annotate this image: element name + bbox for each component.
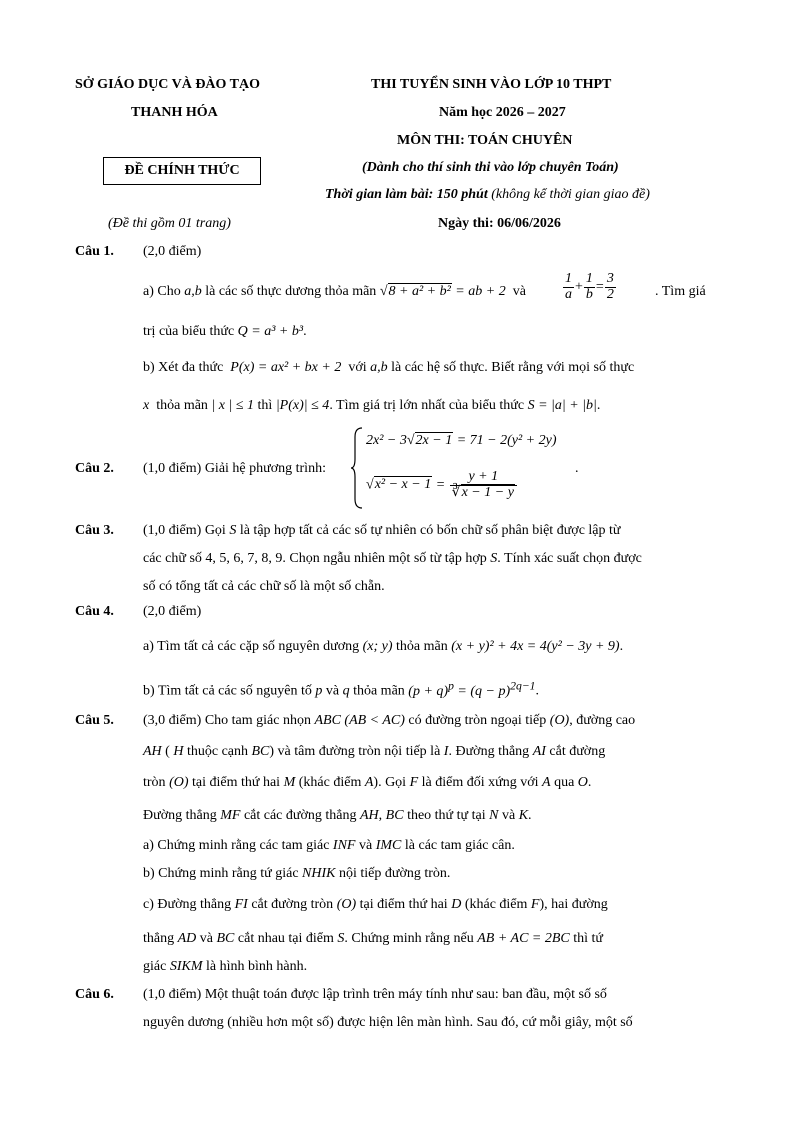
q5c-1a: c) Đường thẳng [143,897,232,912]
q4-label: Câu 4. [75,604,114,619]
q5-l2b: ) và tâm đường tròn nội tiếp là [269,744,441,759]
q4-points: (2,0 điểm) [143,604,202,619]
q1a-expression: Q = a³ + b³ [237,324,304,339]
q5-part-a: a) Chứng minh rằng các tam giác INF và IMC là các tam giác cân. [143,838,515,853]
q1a-fraction-condition: $\frac{1}{a}$ + $\frac{1}{b}$ = $\frac{3}{2}$ [565,271,614,302]
subject-title: MÔN THI: TOÁN CHUYÊN [397,133,573,148]
q5c-1e: ), hai đường [539,897,608,912]
q1b-polynomial: P(x) = ax² + bx + 2 [230,360,342,375]
q1a-prefix: a) Cho [143,284,181,299]
q5b-text1: b) Chứng minh rằng tứ giác [143,866,299,881]
q5-l2a: thuộc cạnh [186,744,248,759]
department-name: SỞ GIÁO DỤC VÀ ĐÀO TẠO [75,77,261,92]
q5c-1b: cắt đường tròn [251,897,334,912]
q4a-text1: a) Tìm tất cả các cặp số nguyên dương [143,639,360,654]
q5-l4c: theo thứ tự tại [407,808,486,823]
q5-l2c: . Đường thẳng [448,744,530,759]
q5c-3a: giác [143,959,167,974]
province-name: THANH HÓA [131,105,218,120]
page-count-note: (Đề thi gồm 01 trang) [108,216,231,231]
q1b-prefix: b) Xét đa thức [143,360,224,375]
q3-label: Câu 3. [75,523,114,538]
q3-line1a: (1,0 điểm) Gọi [143,523,226,538]
q5c-3b: là hình bình hành. [206,959,308,974]
q1a-vars: a,b [184,284,202,299]
school-year: Năm học 2026 – 2027 [439,105,566,120]
q5-l4a: Đường thẳng [143,808,217,823]
q5c-2b: và [199,931,213,946]
q2-equation-1: 2x² − 3√2x − 1 = 71 − 2(y² + 2y) [366,433,557,448]
q5-l3f: qua [554,775,575,790]
q1b-line2-2: thì [257,398,273,413]
q3-line3: số có tổng tất cả các chữ số là một số chẵn. [143,579,385,594]
q5-l2d: cắt đường [549,744,606,759]
q5-label: Câu 5. [75,713,114,728]
q1-part-a-line2: trị của biểu thức Q = a³ + b³. [143,324,307,339]
q3-line2b: . Tính xác suất chọn được [497,551,642,566]
q3-line2: các chữ số 4, 5, 6, 7, 8, 9. Chọn ngẫu nhiên một số từ tập hợp S. Tính xác suất chọn được [143,551,642,566]
q5-l4d: và [501,808,516,823]
q5c-2c: cắt nhau tại điểm [237,931,334,946]
q5-l1b: có đường tròn ngoại tiếp [408,713,547,728]
q6-label: Câu 6. [75,987,114,1002]
q4-part-b: b) Tìm tất cả các số nguyên tố p và q thỏa mãn $(p + q)^p = (q - p)^{2q-1}$. [143,679,539,699]
q2-period: . [575,461,579,476]
q1b-text2: là các hệ số thực. Biết rằng với mọi số thực [391,360,635,375]
q5-part-b: b) Chứng minh rằng tứ giác NHIK nội tiếp đường tròn. [143,866,451,881]
q4-part-a: a) Tìm tất cả các cặp số nguyên dương (x; y) thỏa mãn (x + y)² + 4x = 4(y² − 3y + 9). [143,639,624,654]
q1-part-a-line1 [143,284,529,300]
q2-text: (1,0 điểm) Giải hệ phương trình: [143,461,326,476]
q1a-text2: . Tìm giá [655,284,706,299]
q5a-and: và [358,838,373,853]
q5c-2a: thẳng [143,931,175,946]
q5-line2: AH ( H thuộc cạnh BC) và tâm đường tròn nội tiếp là I. Đường thẳng AI cắt đường [143,744,606,759]
duration-note: (không kể thời gian giao đề) [491,187,650,202]
q6-line1: (1,0 điểm) Một thuật toán được lập trình trên máy tính như sau: ban đầu, một số số [143,987,607,1002]
q5-l3e: là điểm đối xứng với [421,775,539,790]
q1-part-b-line1: b) Xét đa thức P(x) = ax² + bx + 2 với a,b là các hệ số thực. Biết rằng với mọi số thực [143,360,635,375]
q1b-line2-3: . Tìm giá trị lớn nhất của biểu thức [329,398,525,413]
q5-l3b: tại điểm thứ hai [192,775,281,790]
q1-part-b-line2: x thỏa mãn | x | ≤ 1 thì |P(x)| ≤ 4. Tìm giá trị lớn nhất của biểu thức S = |a| + |b|. [143,398,601,413]
q3-line2a: các chữ số 4, 5, 6, 7, 8, 9. Chọn ngẫu nhiên một số từ tập hợp [143,551,487,566]
q2-system-brace [350,427,364,514]
q5-part-c-line2: thẳng AD và BC cắt nhau tại điểm S. Chứng minh rằng nếu AB + AC = 2BC thì tứ [143,931,604,946]
q4b-text1: b) Tìm tất cả các số nguyên tố [143,683,312,699]
q5-part-c-line1: c) Đường thẳng FI cắt đường tròn (O) tại điểm thứ hai D (khác điểm F), hai đường [143,897,608,912]
q5-l1c: , đường cao [569,713,636,728]
q1b-line2-1: thỏa mãn [156,398,208,413]
audience-note: (Dành cho thí sinh thi vào lớp chuyên Toán) [362,160,619,175]
q4b-and: và [325,683,340,699]
q5c-2e: thì tứ [573,931,604,946]
q1-label: Câu 1. [75,244,114,259]
q5-line4: Đường thẳng MF cắt các đường thẳng AH, BC theo thứ tự tại N và K. [143,808,532,823]
q1a-text1: là các số thực dương thỏa mãn [205,284,377,299]
q3-line1b: là tập hợp tất cả các số tự nhiên có bốn chữ số phân biệt được lập từ [239,523,621,538]
q1a-equation: √8 + a² + b² = ab + 2 [379,284,506,299]
q5-l4b: cắt các đường thẳng [243,808,357,823]
duration-bold: Thời gian làm bài: 150 phút [325,187,488,202]
q5a-text2: là các tam giác cân. [404,838,515,853]
q3-line1: (1,0 điểm) Gọi S là tập hợp tất cả các số tự nhiên có bốn chữ số phân biệt được lập từ [143,523,621,538]
q6-line2: nguyên dương (nhiều hơn một số) được hiện lên màn hình. Sau đó, cứ mỗi giây, một số [143,1015,633,1030]
q1-points: (2,0 điểm) [143,244,202,259]
q1a-and: và [512,284,526,299]
q5a-text1: a) Chứng minh rằng các tam giác [143,838,330,853]
q2-equation-2: √x² − x − 1 = $\frac{y + 1}{∛x - 1 - y}$ [366,470,518,500]
exam-date: Ngày thi: 06/06/2026 [438,216,561,231]
q5c-2d: . Chứng minh rằng nếu [344,931,474,946]
q5c-1d: (khác điểm [464,897,528,912]
q5-line3: tròn (O) tại điểm thứ hai M (khác điểm A). Gọi F là điểm đối xứng với A qua O. [143,775,592,790]
q5-l3c: (khác điểm [298,775,362,790]
exam-title: THI TUYỂN SINH VÀO LỚP 10 THPT [371,77,612,92]
q5-l3a: tròn [143,775,166,790]
q5-l3d: ). Gọi [373,775,407,790]
q4a-text2: thỏa mãn [396,639,448,654]
q1b-text1: với [348,360,367,375]
q5-part-c-line3: giác SIKM là hình bình hành. [143,959,308,974]
q1a-line2-text: trị của biểu thức [143,324,235,339]
duration-line [325,187,650,203]
official-exam-badge: ĐỀ CHÍNH THỨC [103,157,261,185]
q5-line1: (3,0 điểm) Cho tam giác nhọn ABC (AB < AC) có đường tròn ngoại tiếp (O), đường cao [143,713,636,728]
q5b-text2: nội tiếp đường tròn. [339,866,451,881]
q5c-1c: tại điểm thứ hai [359,897,448,912]
q2-label: Câu 2. [75,461,114,476]
q4b-text2: thỏa mãn [353,683,405,699]
q5-l1a: (3,0 điểm) Cho tam giác nhọn [143,713,311,728]
